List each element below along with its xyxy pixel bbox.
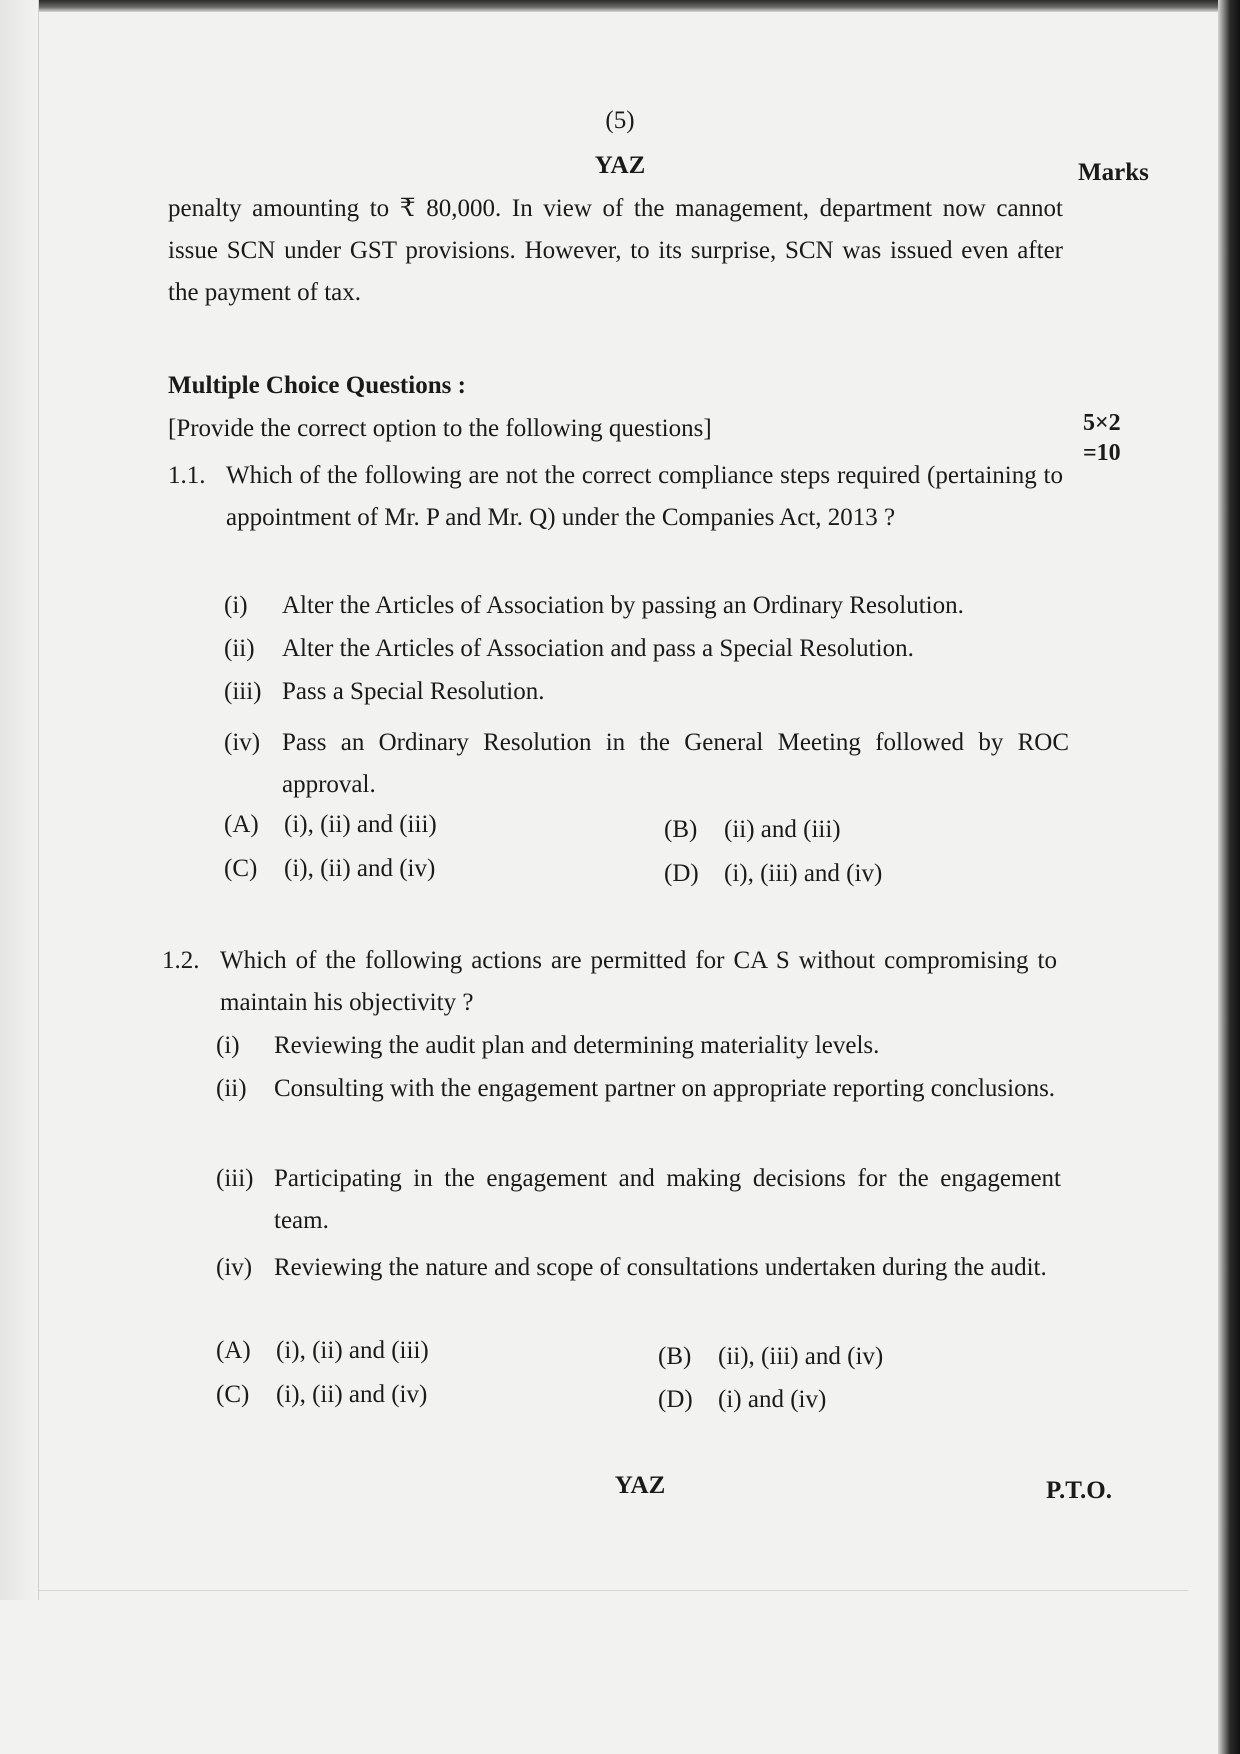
- question-1-1: [168, 455, 1063, 539]
- statement-1-2-i: [216, 1025, 1061, 1067]
- option-label: (A): [224, 811, 259, 838]
- option-text: (i), (ii) and (iv): [284, 855, 436, 882]
- scan-edge-top: [0, 0, 1240, 12]
- statement-1-1-i: [224, 585, 1069, 627]
- statement-label: (ii): [224, 635, 255, 662]
- option-1-1-a: [224, 805, 437, 845]
- scan-edge-left: [0, 0, 39, 1600]
- footer-code: YAZ: [614, 1472, 666, 1499]
- pto-label: P.T.O.: [1046, 1477, 1112, 1504]
- option-1-2-c: [216, 1375, 427, 1415]
- option-label: (C): [224, 855, 258, 882]
- statement-text: Participating in the engagement and making decisions for the engagement team.: [274, 1165, 1061, 1234]
- marks-line-2: =10: [1083, 440, 1121, 466]
- option-1-2-b: [658, 1337, 883, 1377]
- option-text: (i), (ii) and (iii): [276, 1337, 429, 1364]
- option-1-1-c: [224, 849, 435, 889]
- mcq-heading: Multiple Choice Questions :: [168, 372, 466, 399]
- option-label: (B): [664, 816, 698, 843]
- statement-label: (iv): [224, 729, 261, 756]
- paper-code: YAZ: [594, 152, 646, 179]
- mcq-instruction: [Provide the correct option to the following questions]: [168, 415, 712, 442]
- statement-text: Alter the Articles of Association and pass a Special Resolution.: [282, 635, 914, 662]
- statement-label: (iv): [216, 1254, 253, 1281]
- scan-edge-right: [1218, 0, 1240, 1754]
- statement-text: Reviewing the nature and scope of consultations undertaken during the audit.: [274, 1254, 1047, 1281]
- option-label: (C): [216, 1381, 250, 1408]
- option-text: (ii) and (iii): [724, 816, 841, 843]
- question-number: 1.1.: [168, 462, 206, 489]
- statement-text: Pass a Special Resolution.: [282, 678, 545, 705]
- statement-1-1-ii: [224, 628, 1069, 670]
- option-1-2-a: [216, 1331, 429, 1371]
- page-number: (5): [605, 107, 635, 134]
- option-label: (D): [658, 1386, 693, 1413]
- question-text: Which of the following actions are permitted for CA S without compromising to maintain his objectivity ?: [220, 947, 1057, 1016]
- option-text: (i), (ii) and (iii): [284, 811, 437, 838]
- marks-label: Marks: [1078, 159, 1149, 186]
- option-text: (i), (ii) and (iv): [276, 1381, 428, 1408]
- statement-text: Pass an Ordinary Resolution in the General Meeting followed by ROC approval.: [282, 729, 1069, 798]
- option-1-2-d: [658, 1380, 826, 1420]
- statement-text: Reviewing the audit plan and determining materiality levels.: [274, 1032, 880, 1059]
- question-number: 1.2.: [162, 947, 200, 974]
- statement-label: (i): [216, 1032, 240, 1059]
- option-text: (ii), (iii) and (iv): [718, 1343, 884, 1370]
- statement-label: (ii): [216, 1075, 247, 1102]
- statement-label: (iii): [216, 1165, 254, 1192]
- statement-1-1-iv: [224, 722, 1069, 806]
- option-label: (D): [664, 860, 699, 887]
- option-1-1-d: [664, 854, 882, 894]
- option-label: (A): [216, 1337, 251, 1364]
- question-1-2: [162, 940, 1057, 1024]
- statement-1-2-iv: [216, 1247, 1061, 1289]
- option-label: (B): [658, 1343, 692, 1370]
- scan-fold-line: [38, 1590, 1188, 1591]
- statement-label: (i): [224, 592, 248, 619]
- statement-1-2-iii: [216, 1158, 1061, 1242]
- option-1-1-b: [664, 810, 841, 850]
- statement-1-2-ii: [216, 1068, 1061, 1110]
- statement-text: Alter the Articles of Association by passing an Ordinary Resolution.: [282, 592, 964, 619]
- statement-label: (iii): [224, 678, 262, 705]
- option-text: (i) and (iv): [718, 1386, 827, 1413]
- statement-text: Consulting with the engagement partner on appropriate reporting conclusions.: [274, 1075, 1056, 1102]
- marks-line-1: 5×2: [1083, 410, 1121, 436]
- option-text: (i), (iii) and (iv): [724, 860, 883, 887]
- intro-paragraph: penalty amounting to ₹ 80,000. In view of the management, department now cannot issue SCN under GST provisions. However, to its surprise, SCN was issued even after the payment of tax.: [168, 195, 1063, 306]
- marks-allocation: [1083, 408, 1121, 468]
- statement-1-1-iii: [224, 671, 1069, 713]
- question-text: Which of the following are not the correct compliance steps required (pertaining to appointment of Mr. P and Mr. Q) under the Companies Act, 2013 ?: [226, 462, 1063, 531]
